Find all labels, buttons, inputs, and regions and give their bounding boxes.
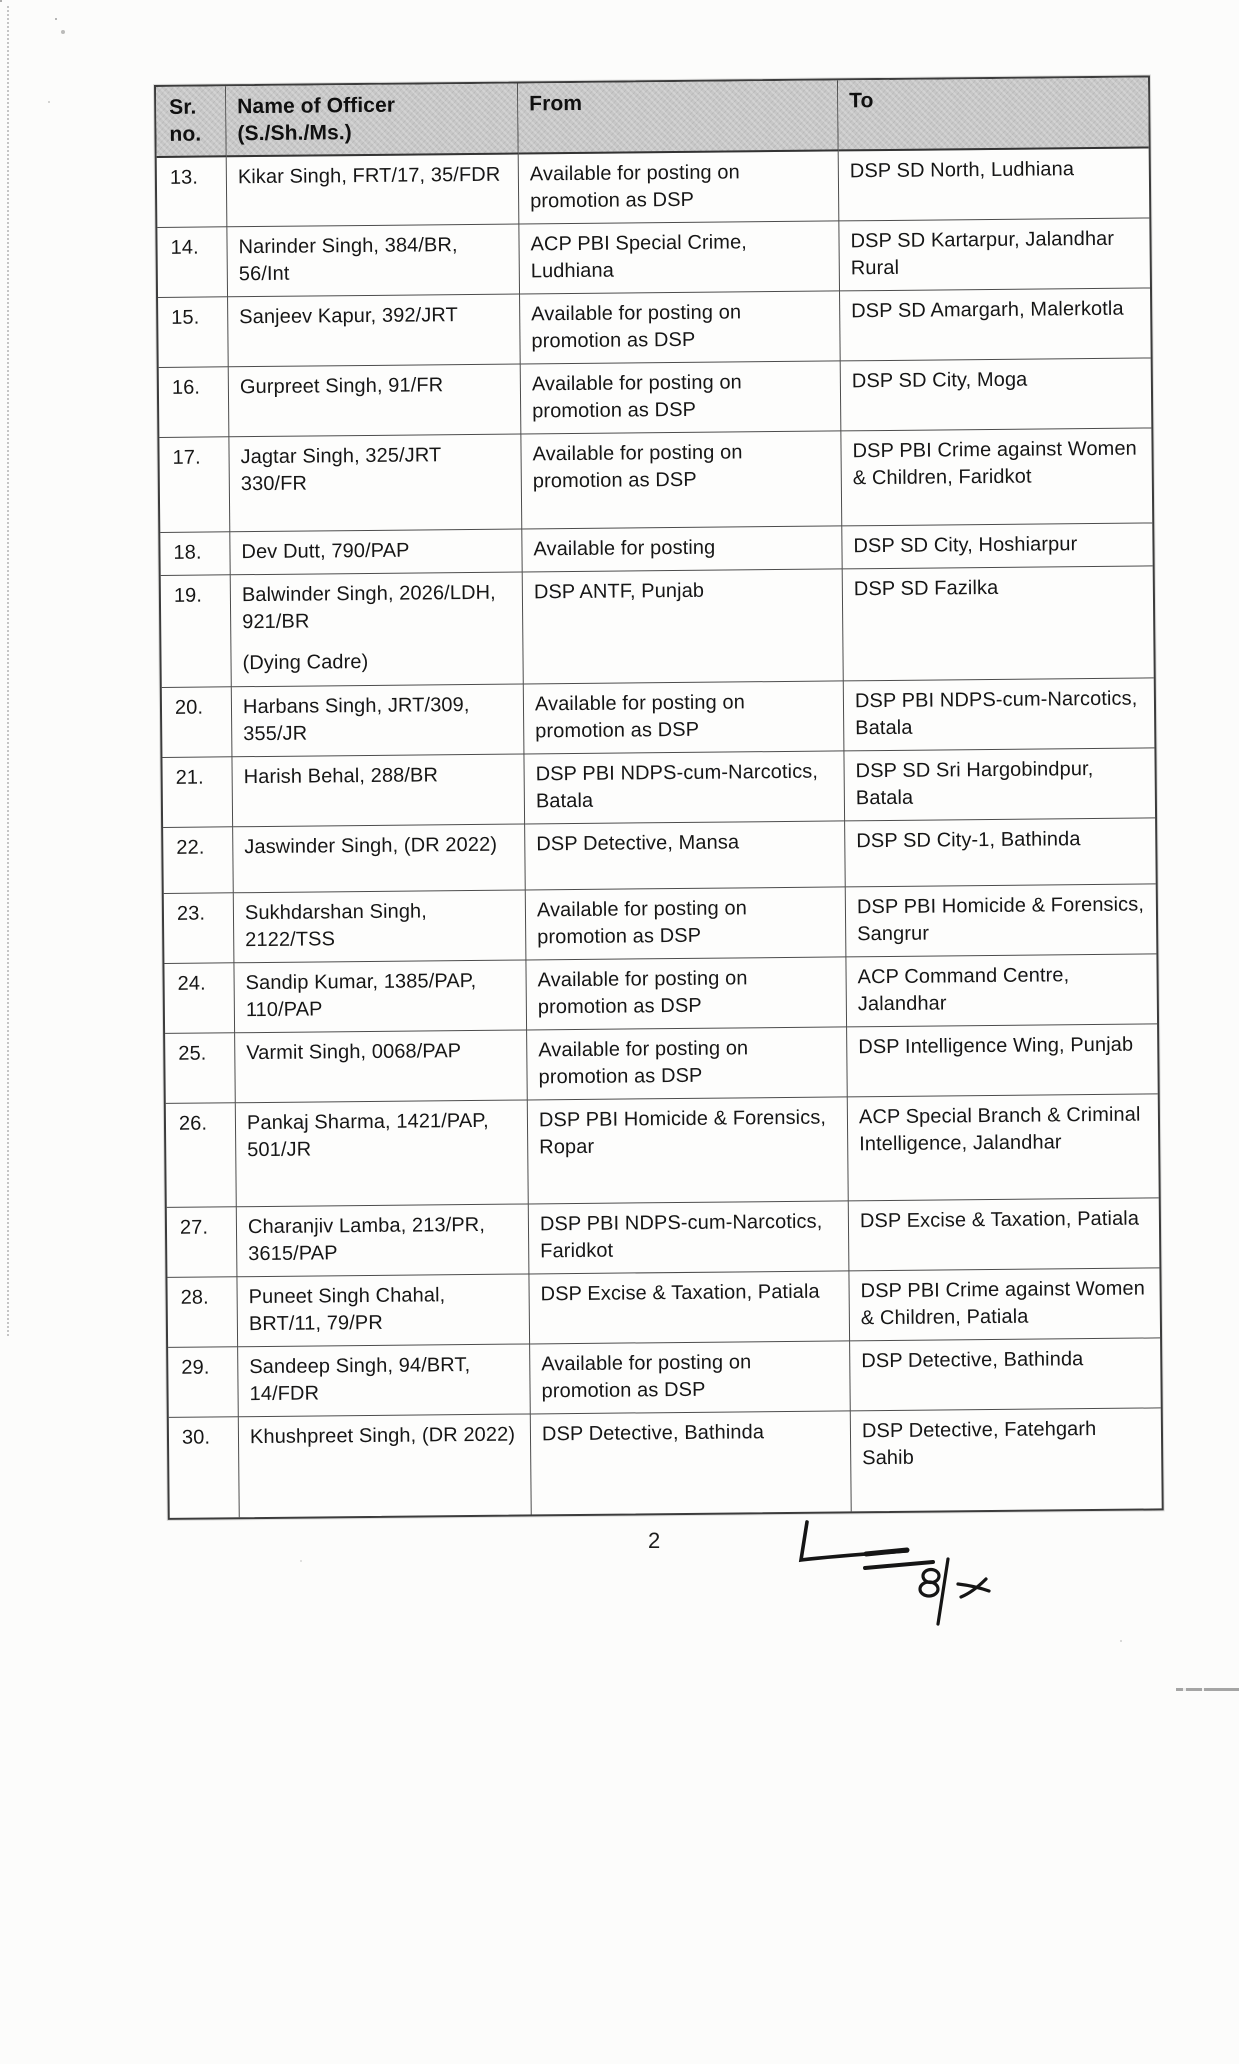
cell-to: ACP Command Centre, Jalandhar [846, 954, 1157, 1027]
cell-to: DSP PBI NDPS-cum-Narcotics, Batala [844, 678, 1155, 751]
table-row [157, 148, 1150, 228]
cell-from: Available for posting on promotion as DSP [524, 681, 845, 754]
table-row [158, 288, 1151, 368]
cell-officer-name: Sandip Kumar, 1385/PAP, 110/PAP [245, 969, 477, 1022]
cell-officer-name: Puneet Singh Chahal, BRT/11, 79/PR [248, 1284, 446, 1336]
cell-to: DSP Excise & Taxation, Patiala [849, 1198, 1160, 1271]
table-row [162, 678, 1155, 758]
cell-to: DSP SD Sri Hargobindpur, Batala [844, 748, 1155, 821]
cell-officer-name: Kikar Singh, FRT/17, 35/FDR [237, 163, 501, 189]
cell-officer-name: Narinder Singh, 384/BR, 56/Int [238, 234, 458, 286]
cell-from: Available for posting on promotion as DSP [530, 1341, 851, 1414]
cell-officer-name: Jagtar Singh, 325/JRT 330/FR [240, 444, 442, 496]
cell-sr-no: 14. [157, 227, 228, 298]
cell-from: Available for posting on promotion as DSP [521, 431, 842, 529]
handwritten-mark [770, 1480, 1030, 1680]
cell-officer-note: (Dying Cadre) [242, 650, 369, 675]
table-row [168, 1338, 1161, 1418]
cell-from: Available for posting on promotion as DSP [520, 291, 841, 364]
cell-sr-no: 28. [167, 1277, 238, 1348]
cell-from: DSP Detective, Bathinda [531, 1411, 852, 1514]
cell-to: DSP Detective, Fatehgarh Sahib [861, 1418, 1097, 1470]
cell-to: DSP SD City, Hoshiarpur [842, 523, 1152, 569]
table-row [159, 428, 1152, 533]
table-row [166, 1094, 1159, 1208]
cell-officer-name: Dev Dutt, 790/PAP [241, 539, 410, 564]
cell-to: DSP SD City-1, Bathinda [845, 818, 1156, 887]
cell-officer-name: Gurpreet Singh, 91/FR [239, 374, 444, 399]
page-number: 2 [648, 1528, 661, 1553]
cell-from: Available for posting on promotion as DSP [526, 887, 847, 960]
table-row [157, 218, 1150, 298]
cell-to: DSP PBI Crime against Women & Children, Faridkot [841, 428, 1152, 526]
scan-artifact-line [1176, 1688, 1239, 1691]
cell-sr-no: 29. [168, 1347, 239, 1418]
table-row [165, 1024, 1158, 1104]
header-officer-name: Name of Officer (S./Sh./Ms.) [226, 84, 519, 158]
cell-to: DSP PBI Homicide & Forensics, Sangrur [846, 884, 1157, 957]
scan-margin-line [7, 6, 9, 1336]
cell-to: DSP SD Kartarpur, Jalandhar Rural [839, 218, 1150, 291]
table-row [164, 884, 1157, 964]
cell-from: DSP Detective, Mansa [525, 821, 846, 890]
table-row [163, 818, 1156, 894]
table-row [167, 1198, 1160, 1278]
cell-from: ACP PBI Special Crime, Ludhiana [519, 221, 840, 294]
cell-to: DSP Intelligence Wing, Punjab [847, 1024, 1158, 1097]
cell-officer-name: Varmit Singh, 0068/PAP [246, 1040, 462, 1065]
cell-officer-name: Sukhdarshan Singh, 2122/TSS [244, 900, 427, 952]
cell-to: DSP SD North, Ludhiana [839, 148, 1150, 221]
cell-officer-name: Sandeep Singh, 94/BRT, 14/FDR [249, 1354, 471, 1406]
cell-from: Available for posting on promotion as DSP [527, 1027, 848, 1100]
cell-officer-name: Khushpreet Singh, (DR 2022) [249, 1423, 516, 1449]
cell-officer-name: Harbans Singh, JRT/309, 355/JR [242, 694, 470, 746]
cell-to: ACP Special Branch & Criminal Intelligence, Jalandhar [848, 1094, 1159, 1201]
cell-to: DSP SD City, Moga [841, 358, 1152, 431]
header-from: From [518, 80, 839, 154]
cell-sr-no: 13. [157, 157, 228, 228]
cell-to: DSP SD Fazilka [843, 566, 1154, 681]
table-row [161, 566, 1154, 688]
table-row [167, 1268, 1160, 1348]
cell-sr-no: 24. [164, 963, 235, 1034]
cell-sr-no: 17. [159, 437, 230, 533]
cell-from: DSP PBI Homicide & Forensics, Ropar [528, 1097, 849, 1204]
cell-sr-no: 21. [162, 757, 233, 828]
cell-officer-name: Jaswinder Singh, (DR 2022) [244, 833, 498, 859]
cell-from: DSP Excise & Taxation, Patiala [529, 1271, 850, 1344]
cell-officer-name: Harish Behal, 288/BR [243, 764, 439, 789]
officer-table-body [157, 148, 1162, 1517]
cell-officer-name: Sanjeev Kapur, 392/JRT [239, 304, 458, 329]
cell-from: Available for posting on promotion as DSP [521, 361, 842, 434]
cell-officer-name: Pankaj Sharma, 1421/PAP, 501/JR [246, 1109, 489, 1162]
officer-posting-table [154, 75, 1164, 1519]
header-to: To [838, 77, 1149, 151]
table-header-row [156, 77, 1149, 158]
cell-from: DSP ANTF, Punjab [523, 569, 844, 684]
cell-from: Available for posting on promotion as DSP [526, 957, 847, 1030]
cell-officer-name: Charanjiv Lamba, 213/PR, 3615/PAP [247, 1213, 486, 1266]
table-row [162, 748, 1155, 828]
cell-sr-no: 15. [158, 297, 229, 368]
cell-from: DSP PBI NDPS-cum-Narcotics, Faridkot [529, 1201, 850, 1274]
header-sr-no: Sr. no. [156, 86, 227, 158]
cell-sr-no: 25. [165, 1033, 236, 1104]
cell-to: DSP PBI Crime against Women & Children, Patiala [849, 1268, 1160, 1341]
cell-from: Available for posting on promotion as DSP [519, 151, 840, 224]
table-row [164, 954, 1157, 1034]
scan-specks [0, 0, 2, 2]
cell-sr-no: 27. [167, 1207, 238, 1278]
cell-to: DSP Detective, Bathinda [850, 1338, 1161, 1411]
cell-sr-no: 19. [161, 575, 232, 688]
cell-sr-no: 22. [163, 827, 234, 894]
cell-sr-no: 23. [164, 893, 235, 964]
cell-sr-no: 18. [160, 532, 230, 576]
cell-sr-no: 16. [159, 367, 230, 438]
cell-officer-name: Balwinder Singh, 2026/LDH, 921/BR [241, 581, 496, 634]
cell-from: DSP PBI NDPS-cum-Narcotics, Batala [524, 751, 845, 824]
table-row [159, 358, 1152, 438]
cell-sr-no: 26. [166, 1103, 237, 1208]
cell-from: Available for posting [522, 526, 842, 572]
cell-sr-no: 30. [169, 1417, 240, 1518]
cell-to: DSP SD Amargarh, Malerkotla [840, 288, 1151, 361]
cell-sr-no: 20. [162, 687, 233, 758]
